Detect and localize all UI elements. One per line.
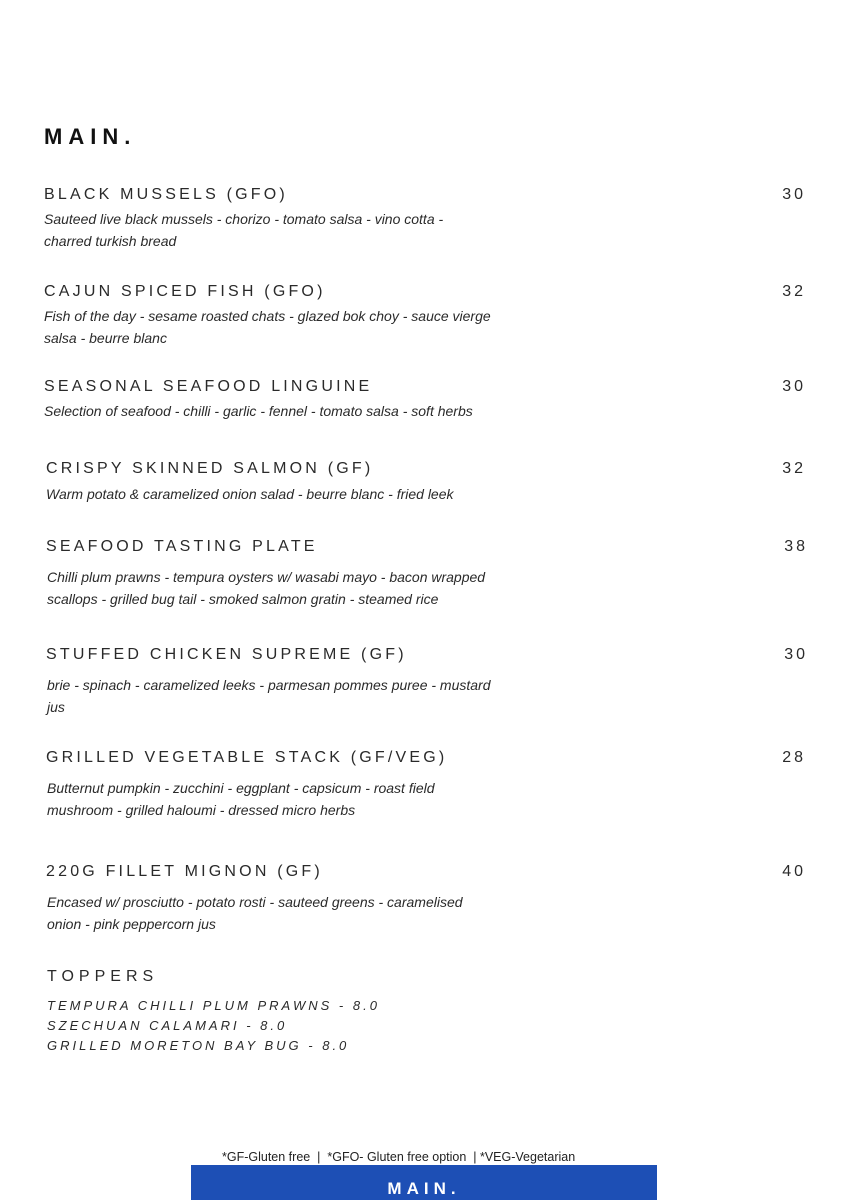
menu-item-name: GRILLED VEGETABLE STACK (GF/VEG) xyxy=(46,749,448,766)
menu-item-description xyxy=(47,777,547,821)
menu-item-price: 32 xyxy=(782,283,806,300)
description-line: jus xyxy=(47,699,65,715)
menu-item-name: SEAFOOD TASTING PLATE xyxy=(46,538,318,555)
menu-item-description xyxy=(47,891,547,935)
description-line: Chilli plum prawns - tempura oysters w/ wasabi mayo - bacon wrapped xyxy=(47,569,486,585)
topper-item: SZECHUAN CALAMARI - 8.0 xyxy=(47,1018,288,1033)
menu-item-name: SEASONAL SEAFOOD LINGUINE xyxy=(44,378,373,395)
description-line: scallops - grilled bug tail - smoked salmon gratin - steamed rice xyxy=(47,591,439,607)
description-line: onion - pink peppercorn jus xyxy=(47,916,216,932)
menu-item-price: 32 xyxy=(782,460,806,477)
menu-item-description xyxy=(44,305,544,349)
description-line: Butternut pumpkin - zucchini - eggplant - capsicum - roast field xyxy=(47,780,435,796)
menu-item-name: STUFFED CHICKEN SUPREME (GF) xyxy=(46,646,407,663)
menu-item-price: 28 xyxy=(782,749,806,766)
footer-label: MAIN. xyxy=(387,1179,461,1198)
topper-item: TEMPURA CHILLI PLUM PRAWNS - 8.0 xyxy=(47,998,380,1013)
description-line: charred turkish bread xyxy=(44,233,177,249)
dietary-legend: *GF-Gluten free | *GFO- Gluten free option | *VEG-Vegetarian xyxy=(222,1150,576,1164)
description-line: Fish of the day - sesame roasted chats - glazed bok choy - sauce vierge xyxy=(44,308,491,324)
toppers-section xyxy=(47,968,380,1056)
menu-item-price: 40 xyxy=(782,863,806,880)
menu-item-name: BLACK MUSSELS (GFO) xyxy=(44,186,288,203)
menu-item-name: 220G FILLET MIGNON (GF) xyxy=(46,863,323,880)
menu-item-description xyxy=(47,674,547,718)
description-line: Sauteed live black mussels - chorizo - tomato salsa - vino cotta - xyxy=(44,211,444,227)
menu-item-description xyxy=(46,483,546,505)
description-line: salsa - beurre blanc xyxy=(44,330,167,346)
menu-item-price: 38 xyxy=(784,538,808,555)
toppers-title: TOPPERS xyxy=(47,968,159,985)
topper-item: GRILLED MORETON BAY BUG - 8.0 xyxy=(47,1038,350,1053)
menu-section-title: MAIN. xyxy=(44,124,137,149)
menu-item-description xyxy=(44,400,564,422)
description-line: Warm potato & caramelized onion salad - beurre blanc - fried leek xyxy=(46,486,454,502)
menu-item-description xyxy=(47,566,547,610)
menu-item-name: CAJUN SPICED FISH (GFO) xyxy=(44,283,326,300)
description-line: mushroom - grilled haloumi - dressed micro herbs xyxy=(47,802,356,818)
description-line: Selection of seafood - chilli - garlic - fennel - tomato salsa - soft herbs xyxy=(44,403,473,419)
menu-item-name: CRISPY SKINNED SALMON (GF) xyxy=(46,460,374,477)
description-line: Encased w/ prosciutto - potato rosti - sauteed greens - caramelised xyxy=(47,894,463,910)
footer-bar xyxy=(191,1165,657,1200)
menu-item-price: 30 xyxy=(782,378,806,395)
menu-item-price: 30 xyxy=(782,186,806,203)
menu-item-description xyxy=(44,208,544,252)
description-line: brie - spinach - caramelized leeks - parmesan pommes puree - mustard xyxy=(47,677,491,693)
menu-item-price: 30 xyxy=(784,646,808,663)
